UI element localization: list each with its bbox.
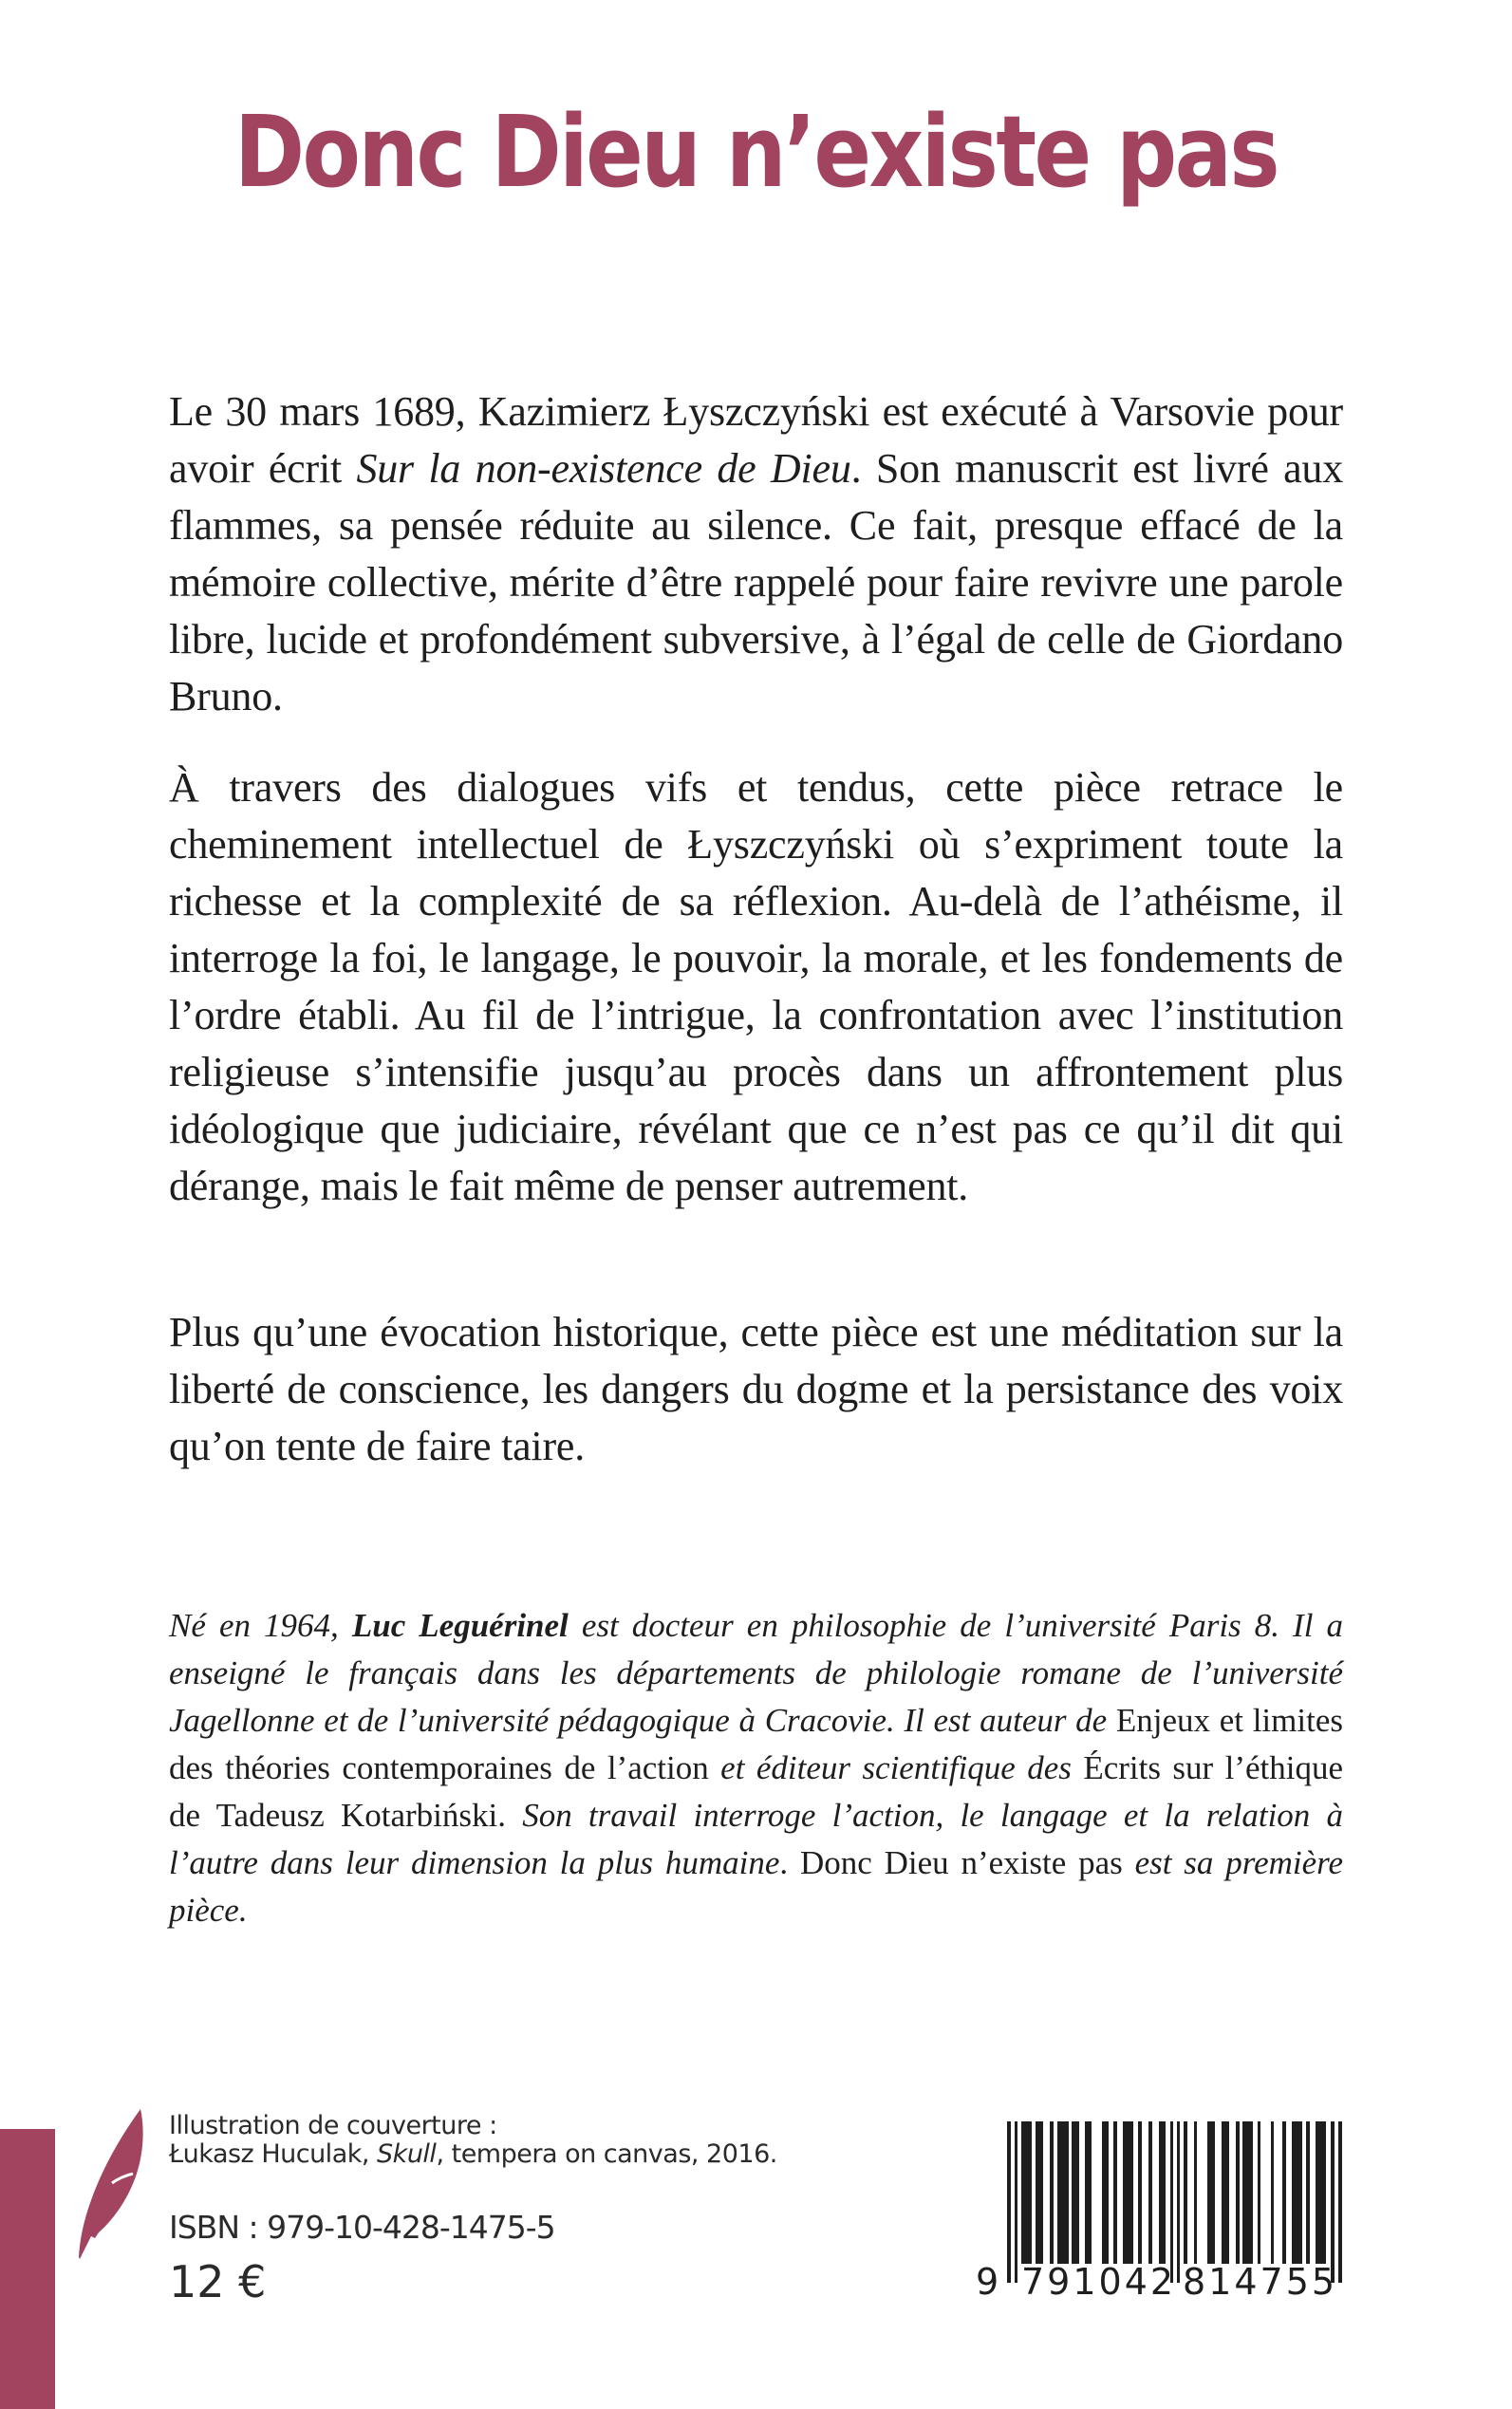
bio-segment: Son travail interroge l’action, le langage et la relation à l’autre dans leur dimension la plus humaine [169,1797,1344,1881]
barcode-left-digits: 791042 [1021,2261,1177,2303]
text-segment: Plus qu’une évocation historique, cette pièce est une méditation sur la liberté de conscience, les dangers du dogme et la persistance des voix qu’on tente de faire taire. [169,1309,1343,1469]
text-segment: . Son manuscrit est livré aux flammes, sa pensée réduite au silence. Ce fait, presque effacé de la mémoire collective, mérite d’être rappelé pour faire revivre une parole libre, lucide et profondément subversive, à l’égal de celle de Giordano Bruno. [169,445,1344,719]
credit-work: Skull [377,2139,437,2169]
bio-segment: . [779,1844,800,1881]
bio-segment: et éditeur scientifique des [708,1749,1084,1786]
book-title: Donc Dieu n’existe pas [233,94,1279,210]
author-bio [169,1602,1343,1934]
credit-details: , tempera on canvas, 2016. [436,2139,777,2169]
bio-segment: est docteur en philosophie de l’université Paris 8. Il a enseigné le français dans les départements de philologie romane de l’université Jagellonne et de l’université pédagogique à Cracovie. Il est auteur de [169,1607,1343,1739]
cover-credits [169,2112,777,2169]
barcode-first-digit: 9 [976,2261,1002,2303]
isbn: ISBN : 979-10-428-1475-5 [169,2209,555,2246]
book-title-reference: Enjeux et limites des théories contemporaines de l’action [169,1702,1343,1786]
bio-segment: Né en 1964, [169,1607,352,1644]
author-name: Luc Leguérinel [351,1607,569,1644]
book-title-reference: Écrits sur l’éthique de Tadeusz Kotarbiński [169,1749,1343,1834]
credit-artist: Łukasz Huculak, [169,2139,378,2169]
book-reference-italic: Sur la non-existence de Dieu [356,445,851,492]
text-segment: Le 30 mars 1689, Kazimierz Łyszczyński est exécuté à Varsovie pour avoir écrit [169,388,1343,492]
barcode [1007,2121,1344,2283]
summary-paragraph-1 [169,383,1343,725]
book-title-reference: Donc Dieu n’existe pas [799,1844,1123,1881]
accent-bar [0,2129,55,2409]
credit-line [169,2140,777,2169]
barcode-right-digits: 814755 [1183,2261,1338,2303]
bio-segment: est sa première pièce. [169,1844,1343,1929]
feather-icon [74,2107,150,2261]
summary-paragraph-2 [169,759,1343,1215]
price: 12 € [169,2256,267,2307]
text-segment: À travers des dialogues vifs et tendus, cette pièce retrace le cheminement intellectuel de Łyszczyński où s’expriment toute la richesse et la complexité de sa réflexion. Au-delà de l’athéisme, il interroge la foi, le langage, le pouvoir, la morale, et les fondements de l’ordre établi. Au fil de l’intrigue, la confrontation avec l’institution religieuse s’intensifie jusqu’au procès dans un affrontement plus idéologique que judiciaire, révélant que ce n’est pas ce qu’il dit qui dérange, mais le fait même de penser autrement. [169,764,1343,1209]
bio-segment: . [497,1797,523,1834]
credit-label: Illustration de couverture : [169,2111,497,2140]
summary-paragraph-3 [169,1304,1343,1475]
